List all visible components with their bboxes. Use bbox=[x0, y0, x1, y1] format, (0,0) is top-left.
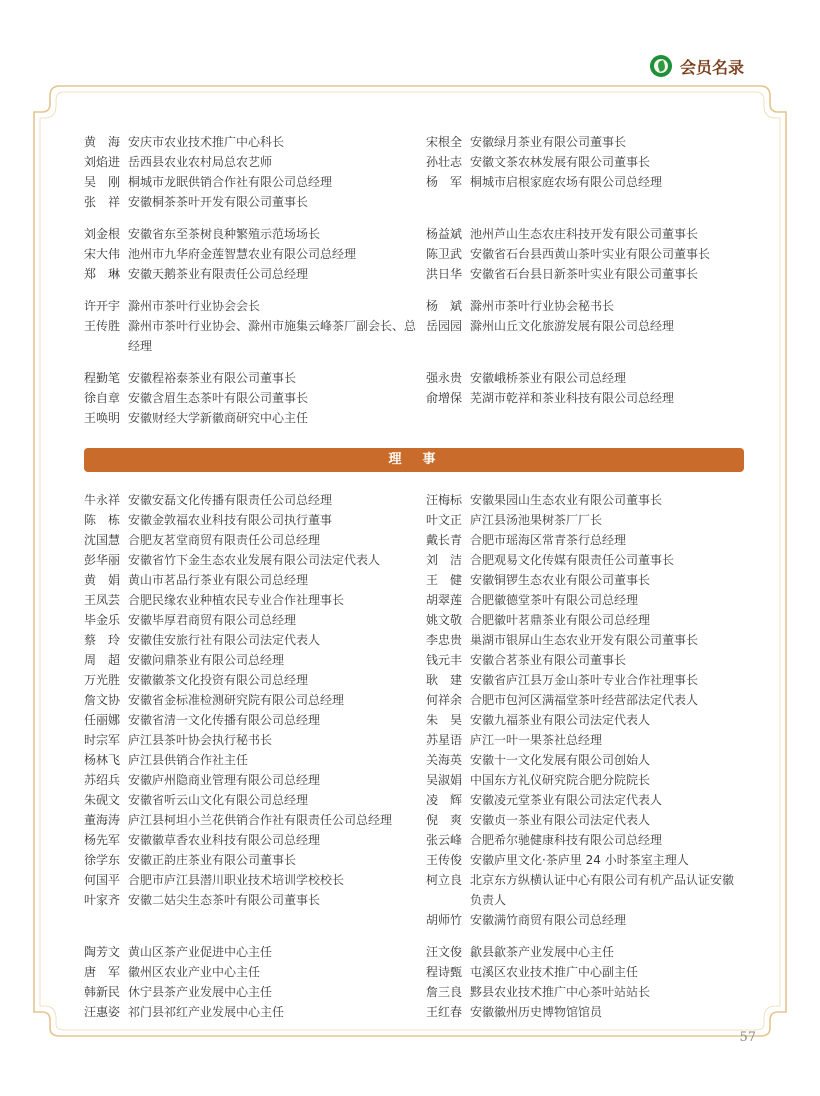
member-name: 吴 刚 bbox=[84, 175, 121, 189]
member-name: 朱 昊 bbox=[426, 713, 463, 727]
member-title: 安徽铜锣生态农业有限公司董事长 bbox=[470, 573, 651, 587]
member-title: 安徽省石台县日新茶叶实业有限公司董事长 bbox=[470, 267, 699, 281]
member-title: 安徽贞一茶业有限公司法定代表人 bbox=[470, 813, 651, 827]
member-column-left bbox=[84, 368, 426, 428]
member-name: 王唤明 bbox=[84, 411, 121, 425]
member-title: 安徽凌元堂茶业有限公司法定代表人 bbox=[470, 793, 663, 807]
member-name: 张云峰 bbox=[426, 833, 463, 847]
member-title: 滁州市茶叶行业协会秘书长 bbox=[470, 299, 615, 313]
member-name: 刘 洁 bbox=[426, 553, 463, 567]
member-entry bbox=[426, 388, 744, 408]
member-entry bbox=[84, 610, 426, 630]
member-title: 安徽问鼎茶业有限公司总经理 bbox=[128, 653, 285, 667]
member-entry bbox=[84, 870, 426, 890]
member-name: 杨先军 bbox=[84, 833, 121, 847]
member-name: 王 健 bbox=[426, 573, 463, 587]
member-entry bbox=[84, 132, 426, 152]
member-name: 周 超 bbox=[84, 653, 121, 667]
member-name: 凌 辉 bbox=[426, 793, 463, 807]
member-entry bbox=[426, 670, 744, 690]
member-entry bbox=[84, 690, 426, 710]
member-entry bbox=[426, 316, 744, 336]
member-title: 安徽果园山生态农业有限公司董事长 bbox=[470, 493, 663, 507]
member-name: 李忠贵 bbox=[426, 633, 463, 647]
header-title: 会员名录 bbox=[679, 57, 744, 77]
section-heading-directors: 理 事 bbox=[84, 448, 744, 472]
member-name: 宋根全 bbox=[426, 135, 463, 149]
member-title: 安庆市农业技术推广中心科长 bbox=[128, 135, 285, 149]
member-column-right bbox=[426, 224, 744, 284]
member-title: 安徽徽草香农业科技有限公司总经理 bbox=[128, 833, 321, 847]
member-title: 安徽峨桥茶业有限公司总经理 bbox=[470, 371, 627, 385]
member-title: 安徽金敦福农业科技有限公司执行董事 bbox=[128, 513, 333, 527]
member-name: 杨 军 bbox=[426, 175, 463, 189]
member-name: 詹文协 bbox=[84, 693, 121, 707]
member-entry bbox=[84, 830, 426, 850]
member-entry bbox=[426, 710, 744, 730]
tea-leaf-logo-icon bbox=[650, 55, 672, 77]
member-name: 胡翠莲 bbox=[426, 593, 463, 607]
member-title: 滁州市茶叶行业协会、滁州市施集云峰茶厂副会长、总经理 bbox=[128, 319, 417, 353]
member-title: 黟县农业技术推广中心茶叶站站长 bbox=[470, 985, 651, 999]
member-name: 吴淑娟 bbox=[426, 773, 463, 787]
member-entry bbox=[84, 264, 426, 284]
member-entry bbox=[426, 510, 744, 530]
council-groups bbox=[84, 132, 744, 428]
member-entry bbox=[84, 630, 426, 650]
member-entry bbox=[426, 224, 744, 244]
member-name: 宋大伟 bbox=[84, 247, 121, 261]
member-entry bbox=[426, 830, 744, 850]
member-entry bbox=[426, 790, 744, 810]
member-entry bbox=[84, 490, 426, 510]
member-name: 詹三良 bbox=[426, 985, 463, 999]
member-name: 汪惠姿 bbox=[84, 1005, 121, 1019]
member-title: 安徽省金标准检测研究院有限公司总经理 bbox=[128, 693, 345, 707]
member-column-left bbox=[84, 132, 426, 212]
member-name: 沈国慧 bbox=[84, 533, 121, 547]
member-entry bbox=[84, 730, 426, 750]
member-name: 牛永祥 bbox=[84, 493, 121, 507]
member-title: 庐江县茶叶协会执行秘书长 bbox=[128, 733, 273, 747]
member-title: 安徽佳安旅行社有限公司法定代表人 bbox=[128, 633, 321, 647]
member-entry bbox=[84, 770, 426, 790]
member-entry bbox=[426, 264, 744, 284]
member-title: 安徽十一文化发展有限公司创始人 bbox=[470, 753, 651, 767]
member-entry bbox=[426, 590, 744, 610]
member-name: 陈 栋 bbox=[84, 513, 121, 527]
member-name: 彭华丽 bbox=[84, 553, 121, 567]
member-entry bbox=[84, 192, 426, 212]
member-title: 安徽含眉生态茶叶有限公司董事长 bbox=[128, 391, 309, 405]
member-column-left bbox=[84, 224, 426, 284]
member-title: 安徽财经大学新徽商研究中心主任 bbox=[128, 411, 309, 425]
member-title: 芜湖市乾祥和茶业科技有限公司总经理 bbox=[470, 391, 675, 405]
member-title: 庐江一叶一果茶社总经理 bbox=[470, 733, 603, 747]
member-name: 张 祥 bbox=[84, 195, 121, 209]
member-name: 朱砚文 bbox=[84, 793, 121, 807]
member-title: 徽州区农业产业中心主任 bbox=[128, 965, 261, 979]
member-entry bbox=[84, 530, 426, 550]
member-entry bbox=[426, 942, 744, 962]
member-title: 安徽省东至茶树良种繁殖示范场场长 bbox=[128, 227, 321, 241]
member-name: 蔡 玲 bbox=[84, 633, 121, 647]
member-entry bbox=[84, 510, 426, 530]
member-entry bbox=[84, 670, 426, 690]
member-title: 中国东方礼仪研究院合肥分院院长 bbox=[470, 773, 651, 787]
member-name: 柯立良 bbox=[426, 873, 463, 887]
member-entry bbox=[426, 810, 744, 830]
member-name: 汪文俊 bbox=[426, 945, 463, 959]
member-name: 陶芳文 bbox=[84, 945, 121, 959]
member-group bbox=[84, 368, 744, 428]
member-name: 程勤笔 bbox=[84, 371, 121, 385]
member-title: 安徽省听云山文化有限公司总经理 bbox=[128, 793, 309, 807]
member-entry bbox=[84, 570, 426, 590]
member-title: 祁门县祁红产业发展中心主任 bbox=[128, 1005, 285, 1019]
member-name: 唐 军 bbox=[84, 965, 121, 979]
member-name: 王传俊 bbox=[426, 853, 463, 867]
member-entry bbox=[426, 690, 744, 710]
member-entry bbox=[426, 570, 744, 590]
member-entry bbox=[84, 244, 426, 264]
member-entry bbox=[426, 132, 744, 152]
page-number: 57 bbox=[739, 1030, 756, 1045]
member-entry bbox=[426, 630, 744, 650]
member-entry bbox=[84, 850, 426, 870]
member-entry bbox=[426, 650, 744, 670]
member-name: 叶家齐 bbox=[84, 893, 121, 907]
member-title: 安徽庐里文化·茶庐里 24 小时茶室主理人 bbox=[470, 853, 689, 867]
member-title: 桐城市启根家庭农场有限公司总经理 bbox=[470, 175, 663, 189]
member-name: 董海涛 bbox=[84, 813, 121, 827]
member-group bbox=[84, 296, 744, 356]
member-title: 滁州市茶叶行业协会会长 bbox=[128, 299, 261, 313]
member-entry bbox=[84, 172, 426, 192]
member-title: 池州市九华府金莲智慧农业有限公司总经理 bbox=[128, 247, 357, 261]
member-title: 安徽程裕泰茶业有限公司董事长 bbox=[128, 371, 297, 385]
member-entry bbox=[84, 550, 426, 570]
member-name: 杨林飞 bbox=[84, 753, 121, 767]
member-entry bbox=[84, 890, 426, 910]
member-name: 俞增保 bbox=[426, 391, 463, 405]
member-entry bbox=[84, 810, 426, 830]
member-name: 杨 斌 bbox=[426, 299, 463, 313]
member-title: 安徽安磊文化传播有限责任公司总经理 bbox=[128, 493, 333, 507]
member-entry bbox=[426, 1002, 744, 1022]
member-name: 姚文敬 bbox=[426, 613, 463, 627]
member-column-right bbox=[426, 490, 744, 930]
member-entry bbox=[84, 224, 426, 244]
member-name: 黄 海 bbox=[84, 135, 121, 149]
member-entry bbox=[426, 550, 744, 570]
member-column-left bbox=[84, 296, 426, 356]
member-name: 许开宇 bbox=[84, 299, 121, 313]
member-entry bbox=[426, 172, 744, 192]
member-entry bbox=[84, 368, 426, 388]
member-entry bbox=[84, 710, 426, 730]
member-entry bbox=[426, 244, 744, 264]
member-title: 黄山市茗品行茶业有限公司总经理 bbox=[128, 573, 309, 587]
member-entry bbox=[426, 750, 744, 770]
member-title: 合肥市庐江县潜川职业技术培训学校校长 bbox=[128, 873, 345, 887]
member-name: 黄 娟 bbox=[84, 573, 121, 587]
member-name: 叶文正 bbox=[426, 513, 463, 527]
member-title: 池州芦山生态农庄科技开发有限公司董事长 bbox=[470, 227, 699, 241]
member-title: 巢湖市银屏山生态农业开发有限公司董事长 bbox=[470, 633, 699, 647]
member-title: 安徽九福茶业有限公司法定代表人 bbox=[470, 713, 651, 727]
member-title: 安徽省庐江县万金山茶叶专业合作社理事长 bbox=[470, 673, 699, 687]
member-title: 庐江县汤池果树茶厂厂长 bbox=[470, 513, 603, 527]
member-title: 安徽合茗茶业有限公司董事长 bbox=[470, 653, 627, 667]
member-title: 合肥观易文化传媒有限责任公司董事长 bbox=[470, 553, 675, 567]
member-name: 胡师竹 bbox=[426, 913, 463, 927]
member-entry bbox=[426, 850, 744, 870]
member-entry bbox=[426, 870, 744, 910]
member-name: 苏绍兵 bbox=[84, 773, 121, 787]
member-title: 安徽满竹商贸有限公司总经理 bbox=[470, 913, 627, 927]
member-column-right bbox=[426, 942, 744, 1022]
member-name: 郑 琳 bbox=[84, 267, 121, 281]
member-title: 合肥徽叶茗鼎茶业有限公司总经理 bbox=[470, 613, 651, 627]
member-title: 岳西县农业农村局总农艺师 bbox=[128, 155, 273, 169]
member-name: 毕金乐 bbox=[84, 613, 121, 627]
member-entry bbox=[426, 982, 744, 1002]
member-title: 合肥市包河区满福堂茶叶经营部法定代表人 bbox=[470, 693, 699, 707]
member-entry bbox=[426, 296, 744, 316]
member-title: 安徽绿月茶业有限公司董事长 bbox=[470, 135, 627, 149]
member-title: 桐城市龙眠供销合作社有限公司总经理 bbox=[128, 175, 333, 189]
member-title: 北京东方纵横认证中心有限公司有机产品认证安徽负责人 bbox=[470, 873, 735, 907]
member-title: 合肥徽德堂茶叶有限公司总经理 bbox=[470, 593, 639, 607]
member-title: 安徽庐州隐商业管理有限公司总经理 bbox=[128, 773, 321, 787]
member-title: 歙县歙茶产业发展中心主任 bbox=[470, 945, 615, 959]
page-header bbox=[650, 52, 744, 80]
member-entry bbox=[426, 368, 744, 388]
member-name: 徐学东 bbox=[84, 853, 121, 867]
member-title: 合肥友茗堂商贸有限责任公司总经理 bbox=[128, 533, 321, 547]
member-entry bbox=[84, 650, 426, 670]
member-entry bbox=[426, 152, 744, 172]
member-title: 屯溪区农业技术推广中心副主任 bbox=[470, 965, 639, 979]
director-groups bbox=[84, 490, 744, 1022]
member-title: 滁州山丘文化旅游发展有限公司总经理 bbox=[470, 319, 675, 333]
member-group bbox=[84, 942, 744, 1022]
member-name: 岳园园 bbox=[426, 319, 463, 333]
member-column-right bbox=[426, 132, 744, 212]
member-entry bbox=[84, 962, 426, 982]
member-column-left bbox=[84, 942, 426, 1022]
member-name: 钱元丰 bbox=[426, 653, 463, 667]
member-column-right bbox=[426, 296, 744, 356]
member-name: 万光胜 bbox=[84, 673, 121, 687]
member-name: 戴长青 bbox=[426, 533, 463, 547]
member-group bbox=[84, 490, 744, 930]
member-entry bbox=[84, 790, 426, 810]
member-entry bbox=[84, 590, 426, 610]
member-group bbox=[84, 132, 744, 212]
member-name: 徐自章 bbox=[84, 391, 121, 405]
member-name: 杨益斌 bbox=[426, 227, 463, 241]
member-title: 安徽徽茶文化投资有限公司总经理 bbox=[128, 673, 309, 687]
member-name: 王凤芸 bbox=[84, 593, 121, 607]
member-title: 黄山区茶产业促进中心主任 bbox=[128, 945, 273, 959]
member-title: 安徽文茶农林发展有限公司董事长 bbox=[470, 155, 651, 169]
member-title: 合肥希尔驰健康科技有限公司总经理 bbox=[470, 833, 663, 847]
member-entry bbox=[426, 770, 744, 790]
member-name: 关海英 bbox=[426, 753, 463, 767]
member-name: 刘金根 bbox=[84, 227, 121, 241]
member-name: 时宗军 bbox=[84, 733, 121, 747]
member-name: 何国平 bbox=[84, 873, 121, 887]
member-name: 耿 建 bbox=[426, 673, 463, 687]
member-name: 洪日华 bbox=[426, 267, 463, 281]
member-entry bbox=[84, 942, 426, 962]
member-entry bbox=[84, 1002, 426, 1022]
member-name: 王传胜 bbox=[84, 319, 121, 333]
member-entry bbox=[426, 610, 744, 630]
member-title: 安徽省清一文化传播有限公司总经理 bbox=[128, 713, 321, 727]
member-title: 休宁县茶产业发展中心主任 bbox=[128, 985, 273, 999]
member-title: 安徽省竹下金生态农业发展有限公司法定代表人 bbox=[128, 553, 381, 567]
member-name: 苏星语 bbox=[426, 733, 463, 747]
member-title: 合肥民缘农业种植农民专业合作社理事长 bbox=[128, 593, 345, 607]
member-entry bbox=[84, 982, 426, 1002]
member-entry bbox=[84, 388, 426, 408]
member-title: 安徽正韵庄茶业有限公司董事长 bbox=[128, 853, 297, 867]
member-title: 安徽省石台县西黄山茶叶实业有限公司董事长 bbox=[470, 247, 711, 261]
member-name: 陈卫武 bbox=[426, 247, 463, 261]
member-name: 汪梅标 bbox=[426, 493, 463, 507]
member-entry bbox=[84, 408, 426, 428]
member-entry bbox=[84, 296, 426, 316]
member-name: 任丽娜 bbox=[84, 713, 121, 727]
member-name: 强永贵 bbox=[426, 371, 463, 385]
member-entry bbox=[84, 316, 426, 356]
member-name: 何祥余 bbox=[426, 693, 463, 707]
member-title: 安徽毕厚君商贸有限公司总经理 bbox=[128, 613, 297, 627]
member-entry bbox=[426, 910, 744, 930]
member-name: 刘焰进 bbox=[84, 155, 121, 169]
member-name: 程诗甄 bbox=[426, 965, 463, 979]
member-title: 安徽二姑尖生态茶叶有限公司董事长 bbox=[128, 893, 321, 907]
member-name: 韩新民 bbox=[84, 985, 121, 999]
member-list bbox=[84, 132, 744, 1034]
member-entry bbox=[84, 152, 426, 172]
member-entry bbox=[426, 490, 744, 510]
member-title: 安徽天鹅茶业有限责任公司总经理 bbox=[128, 267, 309, 281]
member-group bbox=[84, 224, 744, 284]
member-entry bbox=[426, 730, 744, 750]
member-title: 安徽徽州历史博物馆馆员 bbox=[470, 1005, 603, 1019]
member-name: 王红春 bbox=[426, 1005, 463, 1019]
member-column-right bbox=[426, 368, 744, 428]
member-column-left bbox=[84, 490, 426, 930]
member-name: 孙壮志 bbox=[426, 155, 463, 169]
member-entry bbox=[84, 750, 426, 770]
member-entry bbox=[426, 962, 744, 982]
member-title: 庐江县供销合作社主任 bbox=[128, 753, 249, 767]
member-name: 倪 爽 bbox=[426, 813, 463, 827]
member-title: 安徽桐茶茶叶开发有限公司董事长 bbox=[128, 195, 309, 209]
member-title: 庐江县柯坦小兰花供销合作社有限责任公司总经理 bbox=[128, 813, 393, 827]
member-entry bbox=[426, 530, 744, 550]
member-title: 合肥市瑶海区常青茶行总经理 bbox=[470, 533, 627, 547]
